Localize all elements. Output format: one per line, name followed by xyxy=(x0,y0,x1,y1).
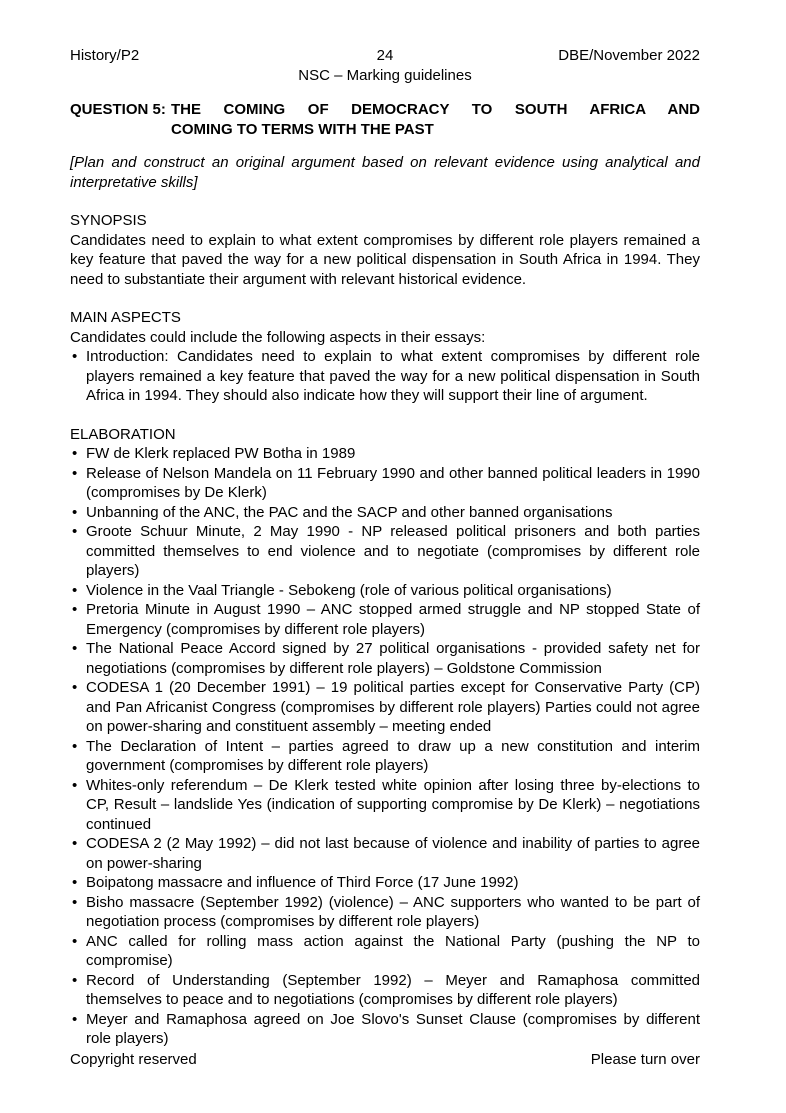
question-title-line2: COMING TO TERMS WITH THE PAST xyxy=(171,120,434,138)
bullet-item: • Boipatong massacre and influence of Third Force (17 June 1992) xyxy=(70,873,700,893)
bullet-item: • CODESA 2 (2 May 1992) – did not last because of violence and inability of parties to agree on power-sharing xyxy=(70,834,700,873)
question-number-label: QUESTION 5: xyxy=(70,101,166,118)
question-title-line1: THE COMING OF DEMOCRACY TO SOUTH AFRICA AND xyxy=(171,101,700,118)
section-synopsis xyxy=(70,211,700,289)
bullet-item: • Meyer and Ramaphosa agreed on Joe Slovo's Sunset Clause (compromises by different role players) xyxy=(70,1010,700,1049)
header-paper-name: History/P2 xyxy=(70,47,140,64)
section-heading: SYNOPSIS xyxy=(70,212,147,229)
header-subtitle: NSC – Marking guidelines xyxy=(298,66,472,84)
bullet-item: • Pretoria Minute in August 1990 – ANC stopped armed struggle and NP stopped State of Emergency (compromises by different role players) xyxy=(70,600,700,639)
bullet-item: • Groote Schuur Minute, 2 May 1990 - NP released political prisoners and both parties committed themselves to end violence and to negotiate (compromises by different role players) xyxy=(70,522,700,581)
turn-over-notice: Please turn over xyxy=(590,1051,700,1068)
bullet-item: • The National Peace Accord signed by 27 political organisations - provided safety net for negotiations (compromises by different role players) – Goldstone Commission xyxy=(70,639,700,678)
bullet-item: • Bisho massacre (September 1992) (violence) – ANC supporters who wanted to be part of negotiation process (compromises by different role players) xyxy=(70,893,700,932)
bullet-list xyxy=(70,444,700,1049)
bullet-item: • The Declaration of Intent – parties agreed to draw up a new constitution and interim government (compromises by different role players) xyxy=(70,737,700,776)
section-elaboration xyxy=(70,425,700,1049)
bullet-list xyxy=(70,347,700,406)
bullet-item: • CODESA 1 (20 December 1991) – 19 political parties except for Conservative Party (CP) and Pan Africanist Congress (compromises by different role players) Parties could not agree on power-sharing and constituent assembly – meeting ended xyxy=(70,678,700,737)
bullet-item: • ANC called for rolling mass action against the National Party (pushing the NP to compromise) xyxy=(70,932,700,971)
page-number: 24 xyxy=(376,47,394,64)
skills-note: [Plan and construct an original argument based on relevant evidence using analytical and interpretative skills] xyxy=(70,154,700,191)
bullet-item: • Introduction: Candidates need to explain to what extent compromises by different role players remained a key feature that paved the way for a new political dispensation in South Africa in 1994. They should also indicate how they will support their line of argument. xyxy=(70,347,700,406)
question-title-text xyxy=(171,100,700,139)
header-exam-session: DBE/November 2022 xyxy=(558,47,700,64)
section-main-aspects xyxy=(70,308,700,406)
page-header xyxy=(70,46,700,85)
bullet-item: • Unbanning of the ANC, the PAC and the SACP and other banned organisations xyxy=(70,503,700,523)
section-heading: MAIN ASPECTS xyxy=(70,309,181,326)
page-footer xyxy=(70,1050,700,1070)
bullet-item: • Violence in the Vaal Triangle - Sebokeng (role of various political organisations) xyxy=(70,581,700,601)
question-title xyxy=(70,100,700,139)
header-center xyxy=(298,46,471,85)
copyright-notice: Copyright reserved xyxy=(70,1051,197,1068)
paragraph: Candidates could include the following aspects in their essays: xyxy=(70,328,486,346)
document-body xyxy=(70,211,700,1049)
bullet-item: • Release of Nelson Mandela on 11 February 1990 and other banned political leaders in 1990 (compromises by De Klerk) xyxy=(70,464,700,503)
bullet-item: • FW de Klerk replaced PW Botha in 1989 xyxy=(70,444,700,464)
paragraph: Candidates need to explain to what extent compromises by different role players remained a key feature that paved the way for a new political dispensation in South Africa in 1994. They need to substantiate their argument with relevant historical evidence. xyxy=(70,231,700,288)
bullet-item: • Record of Understanding (September 1992) – Meyer and Ramaphosa committed themselves to peace and to negotiations (compromises by different role players) xyxy=(70,971,700,1010)
section-heading: ELABORATION xyxy=(70,425,176,443)
bullet-item: • Whites-only referendum – De Klerk tested white opinion after losing three by-elections to CP, Result – landslide Yes (indication of supporting compromise by De Klerk) – negotiations continued xyxy=(70,776,700,835)
